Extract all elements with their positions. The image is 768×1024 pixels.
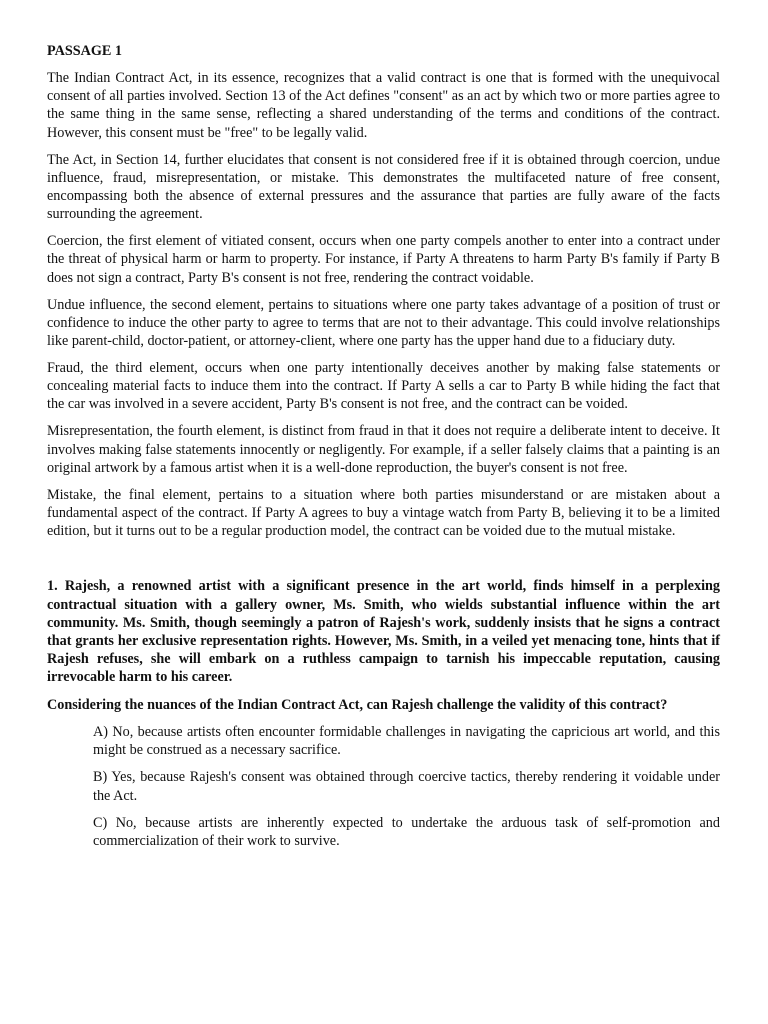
- passage-paragraph-7: Mistake, the final element, pertains to a situation where both parties misunderstand or are mistaken about a fundamental aspect of the contract. If Party A agrees to buy a vintage watch from Party B, believing it to be a limited edition, but it turns out to be a regular production model, the contract can be voided due to the mutual mistake.: [47, 486, 720, 540]
- document-page: [47, 42, 720, 860]
- answer-option-b: B) Yes, because Rajesh's consent was obtained through coercive tactics, thereby rendering it voidable under the Act.: [93, 769, 720, 804]
- answer-option-c: C) No, because artists are inherently expected to undertake the arduous task of self-promotion and commercialization of their work to survive.: [93, 815, 720, 850]
- question-text: 1. Rajesh, a renowned artist with a significant presence in the art world, finds himself in a perplexing contractual situation with a gallery owner, Ms. Smith, who wields substantial influence within the art community. Ms. Smith, though seemingly a patron of Rajesh's work, suddenly insists that he signs a contract that grants her exclusive representation rights. However, Ms. Smith, in a veiled yet menacing tone, hints that if Rajesh refuses, she will embark on a ruthless campaign to tarnish his impeccable reputation, causing irrevocable harm to his career.: [47, 578, 720, 686]
- passage-paragraph-2: The Act, in Section 14, further elucidates that consent is not considered free if it is obtained through coercion, undue influence, fraud, misrepresentation, or mistake. This demonstrates the multifaceted nature of free consent, encompassing both the absence of external pressures and the assurance that parties are fully aware of the facts surrounding the agreement.: [47, 151, 720, 223]
- question-prompt: Considering the nuances of the Indian Contract Act, can Rajesh challenge the validity of this contract?: [47, 696, 668, 713]
- passage-paragraph-6: Misrepresentation, the fourth element, is distinct from fraud in that it does not require a deliberate intent to deceive. It involves making false statements innocently or negligently. For example, if a seller falsely claims that a painting is an original artwork by a famous artist when it is a well-done reproduction, the buyer's consent is not free.: [47, 423, 720, 476]
- passage-paragraph-4: Undue influence, the second element, pertains to situations where one party takes advantage of a position of trust or confidence to induce the other party to agree to terms that are not to their advantage. This could involve relationships like parent-child, doctor-patient, or attorney-client, where one party has the upper hand due to a fiduciary duty.: [47, 296, 720, 350]
- passage-paragraph-5: Fraud, the third element, occurs when one party intentionally deceives another by making false statements or concealing material facts to induce them into the contract. If Party A sells a car to Party B while hiding the fact that the car was involved in a severe accident, Party B's consent is not free, and the contract can be voided.: [47, 360, 720, 413]
- passage-heading: PASSAGE 1: [47, 43, 123, 59]
- answer-option-a: A) No, because artists often encounter formidable challenges in navigating the capricious art world, and this might be construed as a necessary sacrifice.: [93, 723, 720, 759]
- answer-options: [47, 723, 720, 851]
- passage-paragraph-1: The Indian Contract Act, in its essence, recognizes that a valid contract is one that is formed with the unequivocal consent of all parties involved. Section 13 of the Act defines "consent" as an act by which two or more parties agree to the same thing in the same sense, reflecting a shared understanding of the terms and conditions of the contract. However, this consent must be "free" to be legally valid.: [47, 70, 720, 141]
- passage-paragraph-3: Coercion, the first element of vitiated consent, occurs when one party compels another to enter into a contract under the threat of physical harm or harm to property. For instance, if Party A threatens to harm Party B's family if Party B does not sign a contract, Party B's consent is not free, rendering the contract voidable.: [47, 233, 720, 286]
